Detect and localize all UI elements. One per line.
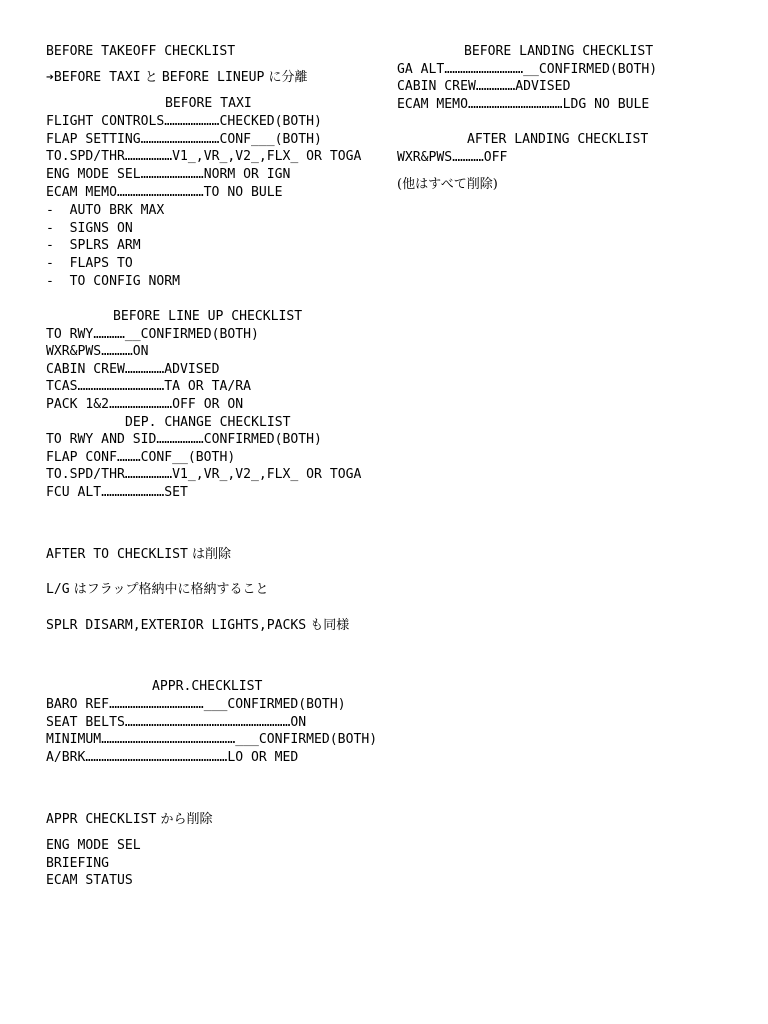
- wxr-pws-item: [397, 149, 648, 167]
- splr-note: [46, 617, 349, 635]
- item-value: CHECKED(BOTH): [219, 113, 322, 129]
- item-label: GA ALT: [397, 61, 445, 77]
- dot-leader: ………………: [124, 467, 173, 483]
- baro-ref-item: [46, 696, 377, 714]
- to-spd-thr-item: [46, 466, 361, 484]
- dot-leader: ………………………………………………: [85, 750, 228, 765]
- memo-sub-item: - SIGNS ON: [46, 220, 133, 236]
- after-landing-heading: AFTER LANDING CHECKLIST: [467, 132, 649, 147]
- cabin-crew-item: [397, 78, 657, 96]
- item-label: TO.SPD/THR: [46, 467, 125, 483]
- item-label: PACK 1&2: [46, 396, 110, 412]
- dot-leader: …………: [101, 344, 133, 360]
- split-note-joiner: と: [140, 70, 162, 85]
- dot-leader: ……………………: [109, 396, 173, 412]
- dot-leader: ……………………………………………: [101, 732, 236, 748]
- dot-leader: ……………………………: [116, 184, 204, 200]
- item-value: CONF__(BOTH): [140, 449, 236, 465]
- dot-leader: ………………………………: [109, 696, 204, 712]
- item-value: ON: [290, 714, 307, 730]
- before-line-up-heading: BEFORE LINE UP CHECKLIST: [113, 309, 303, 324]
- split-note: [46, 69, 308, 87]
- before-takeoff-title: BEFORE TAKEOFF CHECKLIST: [46, 44, 236, 59]
- note-suffix: も同様: [306, 618, 350, 633]
- item-label: ECAM MEMO: [46, 184, 117, 200]
- item-value: ADVISED: [164, 361, 220, 377]
- flight-controls-item: [46, 113, 361, 131]
- split-note-first: ➔BEFORE TAXI: [46, 70, 141, 85]
- dot-leader: ……………………………: [77, 379, 165, 395]
- splr-note-line: [46, 617, 349, 635]
- before-line-up-section: [46, 308, 361, 502]
- pack-item: [46, 396, 361, 414]
- ecam-memo-item: [46, 184, 361, 202]
- dot-leader: ……………………: [140, 167, 204, 183]
- autobrake-item: [46, 749, 377, 767]
- to-rwy-and-sid-item: [46, 431, 361, 449]
- item-value: TA OR TA/RA: [164, 379, 251, 395]
- landing-gear-note-line: [46, 581, 269, 599]
- removed-item: ECAM STATUS: [46, 873, 133, 888]
- note-text: SPLR DISARM,EXTERIOR LIGHTS,PACKS: [46, 618, 307, 633]
- item-label: MINIMUM: [46, 732, 102, 748]
- note-text: AFTER TO CHECKLIST: [46, 547, 188, 562]
- item-label: CABIN CREW: [46, 361, 125, 377]
- memo-sub-item: - SPLRS ARM: [46, 238, 141, 254]
- wxr-pws-item: [46, 343, 361, 361]
- item-label: FLIGHT CONTROLS: [46, 113, 165, 129]
- item-value: ON: [132, 344, 149, 360]
- split-note-line: [46, 69, 308, 87]
- cabin-crew-item: [46, 361, 361, 379]
- flap-setting-item: [46, 131, 361, 149]
- landing-gear-note: [46, 581, 269, 599]
- appr-heading: APPR.CHECKLIST: [152, 679, 263, 694]
- appr-removed-items: [46, 837, 141, 890]
- dot-leader: ………: [116, 449, 141, 465]
- before-landing-section: [397, 43, 657, 114]
- item-value: ADVISED: [515, 79, 571, 95]
- item-label: WXR&PWS: [397, 150, 453, 165]
- dot-leader: …………………: [164, 113, 220, 129]
- before-landing-heading: BEFORE LANDING CHECKLIST: [464, 44, 654, 59]
- memo-sub-item: - AUTO BRK MAX: [46, 202, 165, 218]
- memo-sub-item: - TO CONFIG NORM: [46, 273, 181, 289]
- to-rwy-item: [46, 326, 361, 344]
- dot-leader: …………………………: [140, 131, 220, 147]
- dot-leader: ………………………………………………………: [124, 714, 291, 730]
- other-removed-note: [397, 176, 498, 194]
- item-label: BARO REF: [46, 696, 110, 712]
- ecam-memo-item: [397, 96, 657, 114]
- item-label: FLAP SETTING: [46, 131, 141, 147]
- item-label: FCU ALT: [46, 484, 102, 500]
- dot-leader: …………………………: [444, 61, 524, 77]
- item-label: ENG MODE SEL: [46, 167, 141, 183]
- dot-leader: ……………………: [101, 484, 165, 500]
- removed-item: ENG MODE SEL: [46, 838, 141, 853]
- item-value: V1_,VR_,V2_,FLX_ OR TOGA: [172, 149, 362, 165]
- item-label: TO RWY AND SID: [46, 432, 157, 448]
- before-taxi-heading: BEFORE TAXI: [165, 96, 252, 111]
- item-value: NORM OR IGN: [203, 167, 291, 183]
- item-value: CONFIRMED(BOTH): [203, 432, 322, 448]
- split-note-suffix: に分離: [264, 70, 308, 85]
- item-value: TO NO BULE: [203, 184, 283, 200]
- dot-leader: ……………: [475, 79, 516, 95]
- item-label: ECAM MEMO: [397, 97, 468, 113]
- dot-leader: …………: [93, 326, 125, 342]
- flap-conf-item: [46, 449, 361, 467]
- minimum-item: [46, 731, 377, 749]
- dot-leader: ………………: [124, 149, 173, 165]
- after-to-note-line: [46, 546, 231, 564]
- other-removed-note-text: (他はすべて削除): [397, 177, 498, 192]
- dep-change-heading: DEP. CHANGE CHECKLIST: [125, 414, 291, 430]
- item-value: CONF___(BOTH): [219, 131, 322, 147]
- memo-sub-item: - FLAPS TO: [46, 256, 133, 272]
- note-suffix: から削除: [156, 812, 213, 827]
- after-landing-section: [397, 131, 648, 167]
- to-spd-thr-item: [46, 148, 361, 166]
- seat-belts-item: [46, 714, 377, 732]
- before-takeoff-section: [46, 43, 235, 61]
- dot-leader: ………………………………: [467, 97, 563, 113]
- item-value: __CONFIRMED(BOTH): [124, 326, 259, 342]
- eng-mode-sel-item: [46, 166, 361, 184]
- item-value: __CONFIRMED(BOTH): [523, 61, 658, 77]
- item-label: FLAP CONF: [46, 449, 117, 465]
- item-label: TO.SPD/THR: [46, 149, 125, 165]
- note-suffix: は削除: [187, 547, 232, 562]
- item-value: OFF: [483, 150, 508, 165]
- item-label: TO RWY: [46, 326, 94, 342]
- note-suffix: はフラップ格納中に格納すること: [69, 582, 269, 597]
- dot-leader: …………: [452, 150, 484, 165]
- item-value: OFF OR ON: [172, 396, 244, 412]
- appr-removed-note-line: [46, 811, 213, 829]
- item-value: SET: [164, 484, 188, 500]
- ga-alt-item: [397, 61, 657, 79]
- tcas-item: [46, 378, 361, 396]
- dot-leader: ………………: [156, 432, 204, 448]
- removed-item: BRIEFING: [46, 855, 110, 871]
- item-value: LDG NO BULE: [562, 97, 650, 113]
- note-text: L/G: [46, 582, 70, 597]
- item-label: A/BRK: [46, 750, 86, 765]
- item-value: LO OR MED: [227, 750, 299, 765]
- split-note-second: BEFORE LINEUP: [161, 70, 265, 85]
- dot-leader: ……………: [124, 361, 165, 377]
- after-to-note: [46, 546, 231, 564]
- before-taxi-section: [46, 95, 361, 291]
- item-label: CABIN CREW: [397, 79, 476, 95]
- appr-removed-note: [46, 811, 213, 829]
- fcu-alt-item: [46, 484, 361, 502]
- note-text: APPR CHECKLIST: [46, 812, 157, 827]
- item-label: TCAS: [46, 379, 78, 395]
- appr-section: [46, 678, 377, 767]
- item-label: SEAT BELTS: [46, 714, 125, 730]
- item-label: WXR&PWS: [46, 344, 102, 360]
- item-value: ___CONFIRMED(BOTH): [203, 696, 346, 712]
- item-value: V1_,VR_,V2_,FLX_ OR TOGA: [172, 467, 362, 483]
- item-value: ___CONFIRMED(BOTH): [235, 732, 378, 748]
